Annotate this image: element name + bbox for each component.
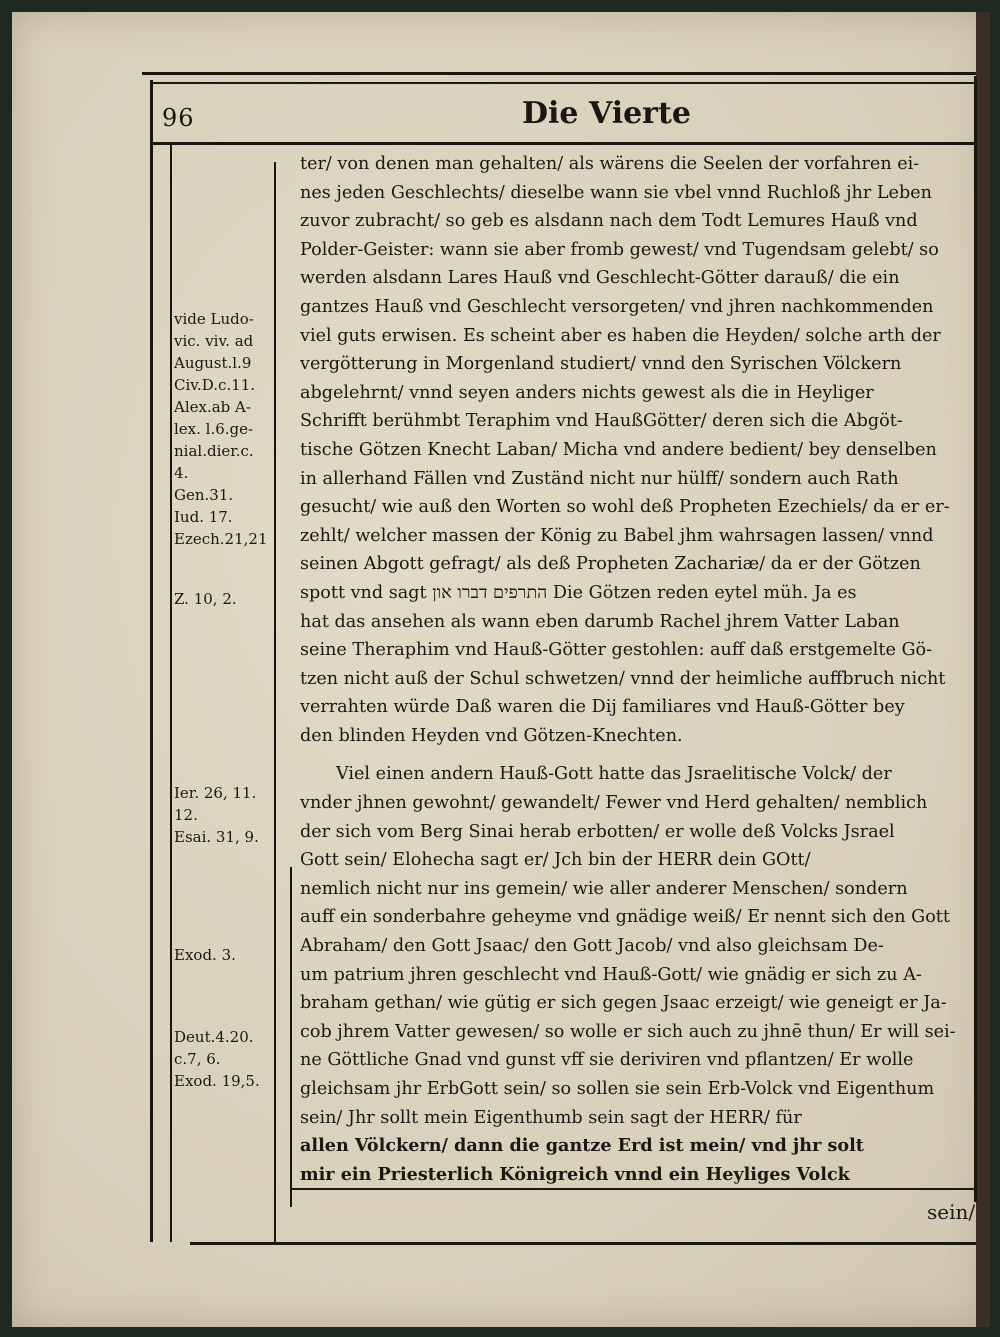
- text-line: seine Theraphim vnd Hauß-Götter gestohlen: auff daß erstgemelte Gö-: [300, 640, 933, 661]
- text-line: zuvor zubracht/ so geb es alsdann nach dem Todt Lemures Hauß vnd: [300, 211, 918, 232]
- margin-note: Z. 10, 2.: [174, 590, 237, 608]
- text-line: seinen Abgott gefragt/ als deß Propheten Zachariæ/ da er der Götzen: [300, 554, 921, 575]
- text-line: ne Göttliche Gnad vnd gunst vff sie deriviren vnd pflantzen/ Er wolle: [300, 1050, 914, 1071]
- text-line: zehlt/ welcher massen der König zu Babel jhm wahrsagen lassen/ vnnd: [300, 525, 934, 546]
- text-line: nemlich nicht nur ins gemein/ wie aller anderer Menschen/ sondern: [300, 878, 908, 899]
- text-column-rule: [290, 867, 292, 1207]
- text-line: braham gethan/ wie gütig er sich gegen Jsaac erzeigt/ wie geneigt er Ja-: [300, 993, 947, 1014]
- margin-note: c.7, 6.: [174, 1050, 221, 1068]
- margin-note: Civ.D.c.11.: [174, 376, 256, 394]
- page-sheet: [12, 12, 990, 1327]
- text-line: gesucht/ wie auß den Worten so wohl deß Propheten Ezechiels/ da er er-: [300, 497, 950, 518]
- text-line: tzen nicht auß der Schul schwetzen/ vnnd der heimliche auffbruch nicht: [300, 668, 946, 689]
- text-line: tische Götzen Knecht Laban/ Micha vnd andere bedient/ bey denselben: [300, 439, 937, 460]
- margin-note: Gen.31.: [174, 486, 234, 504]
- text-line: verrahten würde Daß waren die Dij familiares vnd Hauß-Götter bey: [300, 697, 905, 718]
- margin-note: nial.dier.c.: [174, 442, 254, 460]
- paragraph-gap: [300, 750, 974, 760]
- text-line: spott vnd sagt התרפים דברו און Die Götzen reden eytel müh. Ja es: [300, 582, 857, 603]
- text-line: den blinden Heyden vnd Götzen-Knechten.: [300, 725, 683, 746]
- text-line: gantzes Hauß vnd Geschlecht versorgeten/ vnd jhren nachkommenden: [300, 296, 934, 317]
- text-line: auff ein sonderbahre geheyme vnd gnädige weiß/ Er nennt sich den Gott: [300, 907, 950, 928]
- text-line: sein/ Jhr sollt mein Eigenthumb sein sagt der HERR/ für: [300, 1107, 802, 1128]
- margin-note: Alex.ab A-: [174, 398, 251, 416]
- text-line: mir ein Priesterlich Königreich vnnd ein Heyliges Volck: [300, 1163, 850, 1185]
- text-line: Abraham/ den Gott Jsaac/ den Gott Jacob/ vnd also gleichsam De-: [300, 936, 884, 957]
- text-line: Gott sein/ Elohecha sagt er/ Jch bin der HERR dein GOtt/: [300, 850, 811, 871]
- text-line: vergötterung in Morgenland studiert/ vnnd den Syrischen Völckern: [300, 354, 902, 375]
- margin-note: Ezech.21,21: [174, 530, 268, 548]
- text-line: abgelehrnt/ vnnd seyen anders nichts gewest als die in Heyliger: [300, 382, 874, 403]
- margin-note: Exod. 19,5.: [174, 1072, 260, 1090]
- text-line: vnder jhnen gewohnt/ gewandelt/ Fewer vnd Herd gehalten/ nemblich: [300, 793, 928, 814]
- margin-note: Deut.4.20.: [174, 1028, 254, 1046]
- text-line: Schrifft berühmbt Teraphim vnd HaußGötter/ deren sich die Abgöt-: [300, 411, 903, 432]
- margin-note: Ier. 26, 11.: [174, 784, 257, 802]
- catchword: sein/: [927, 1200, 976, 1224]
- column-divider-rule: [274, 162, 276, 1242]
- margin-note: 12.: [174, 806, 198, 824]
- text-line: gleichsam jhr ErbGott sein/ so sollen sie sein Erb-Volck vnd Eigenthum: [300, 1079, 935, 1099]
- text-line: Polder-Geister: wann sie aber fromb gewest/ vnd Tugendsam gelebt/ so: [300, 239, 939, 260]
- margin-note: Esai. 31, 9.: [174, 828, 259, 846]
- margin-note: August.l.9: [174, 354, 252, 372]
- right-frame-rule: [974, 76, 977, 1202]
- header-rule: [152, 142, 976, 145]
- text-line: in allerhand Fällen vnd Zuständ nicht nur hülff/ sondern auch Rath: [300, 468, 899, 489]
- margin-note: 4.: [174, 464, 189, 482]
- running-head: Die Vierte: [522, 96, 691, 131]
- book-spine-edge: [976, 12, 990, 1327]
- text-line: cob jhrem Vatter gewesen/ so wolle er sich auch zu jhnē thun/ Er will sei-: [300, 1021, 956, 1042]
- text-line: Viel einen andern Hauß-Gott hatte das Jsraelitische Volck/ der: [336, 764, 892, 785]
- text-line: werden alsdann Lares Hauß vnd Geschlecht-Götter darauß/ die ein: [300, 268, 900, 289]
- text-line: ter/ von denen man gehalten/ als wärens die Seelen der vorfahren ei-: [300, 154, 920, 174]
- left-frame-rule-inner: [170, 144, 172, 1242]
- bottom-frame-rule: [190, 1242, 976, 1245]
- left-frame-rule: [150, 80, 153, 1242]
- text-line: hat das ansehen als wann eben darumb Rachel jhrem Vatter Laban: [300, 611, 900, 632]
- margin-note: Exod. 3.: [174, 946, 236, 964]
- text-line: um patrium jhren geschlecht vnd Hauß-Gott/ wie gnädig er sich zu A-: [300, 964, 922, 985]
- text-line: viel guts erwisen. Es scheint aber es haben die Heyden/ solche arth der: [300, 325, 941, 346]
- body-text: [300, 150, 974, 1189]
- margin-note: Iud. 17.: [174, 508, 233, 526]
- margin-note: vide Ludo-: [174, 310, 254, 328]
- top-frame-rule: [142, 72, 976, 75]
- margin-note: lex. l.6.ge-: [174, 420, 254, 438]
- text-line: allen Völckern/ dann die gantze Erd ist mein/ vnd jhr solt: [300, 1135, 864, 1157]
- page-number: 96: [162, 104, 195, 132]
- top-frame-rule-inner: [152, 82, 976, 84]
- text-line: nes jeden Geschlechts/ dieselbe wann sie vbel vnnd Ruchloß jhr Leben: [300, 182, 932, 203]
- margin-note: vic. viv. ad: [174, 332, 254, 350]
- text-line: der sich vom Berg Sinai herab erbotten/ er wolle deß Volcks Jsrael: [300, 821, 895, 842]
